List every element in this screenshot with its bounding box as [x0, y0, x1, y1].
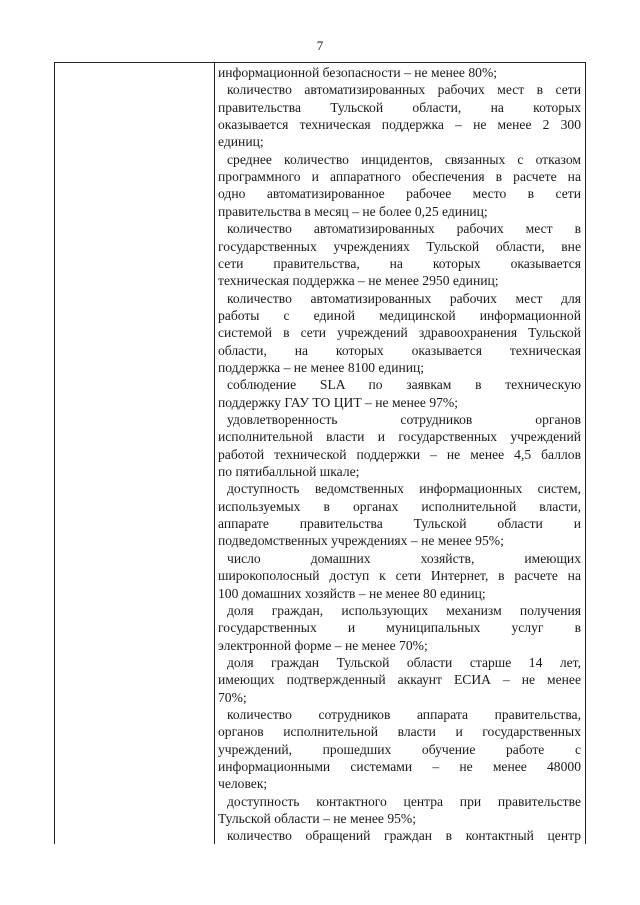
text-line: работы с единой медицинской информационной — [218, 307, 581, 323]
text-line: соблюдение SLA по заявкам в техническую — [227, 377, 581, 393]
text-line: оказывается техническая поддержка – не менее 2 300 — [218, 117, 581, 133]
text-line: Тульской области – не менее 95%; — [218, 811, 417, 827]
text-line: правительства в месяц – не более 0,25 единиц; — [218, 203, 488, 219]
table-left-column — [55, 63, 215, 844]
text-line: работой технической поддержки – не менее 4,5 баллов — [218, 446, 581, 462]
text-line: сети правительства, на которых оказывается — [218, 255, 581, 271]
text-line: области, на которых оказывается техническая — [218, 342, 581, 358]
text-line: удовлетворенность сотрудников органов — [227, 412, 581, 427]
text-line: одно автоматизированное рабочее место в сети — [218, 186, 581, 202]
text-line: доля граждан Тульской области старше 14 лет, — [227, 654, 581, 670]
text-line: информационной безопасности – не менее 80%; — [218, 65, 498, 80]
text-line: поддержка – не менее 8100 единиц; — [218, 359, 425, 375]
text-line: электронной форме – не менее 70%; — [218, 637, 428, 653]
text-line: 100 домашних хозяйств – не менее 80 единиц; — [218, 585, 486, 601]
table-right-column — [215, 63, 585, 844]
text-line: число домашних хозяйств, имеющих — [227, 550, 581, 566]
text-line: доступность ведомственных информационных систем, — [227, 481, 581, 497]
text-line: единиц; — [218, 134, 264, 150]
text-line: количество автоматизированных рабочих мест для — [227, 290, 581, 306]
text-line: широкополосный доступ к сети Интернет, в расчете на — [218, 568, 581, 584]
text-line: учреждений, прошедших обучение работе с — [218, 741, 581, 757]
page-number: 7 — [316, 38, 324, 53]
text-line: количество обращений граждан в контактный центр — [227, 828, 581, 844]
text-line: имеющих подтвержденный аккаунт ЕСИА – не менее — [218, 672, 581, 688]
text-line: доступность контактного центра при правительстве — [227, 793, 581, 809]
text-line: количество сотрудников аппарата правительства, — [227, 706, 581, 722]
text-line: человек; — [218, 776, 268, 792]
text-line: органов исполнительной власти и государственных — [218, 724, 581, 740]
text-line: исполнительной власти и государственных учреждений — [218, 429, 581, 445]
text-line: программного и аппаратного обеспечения в расчете на — [218, 169, 581, 185]
text-line: 70%; — [218, 689, 247, 705]
text-line: по пятибалльной шкале; — [218, 464, 360, 480]
text-line: количество автоматизированных рабочих мест в сети — [227, 82, 581, 98]
text-line: государственных учреждениях Тульской области, вне — [218, 238, 581, 254]
text-line: доля граждан, использующих механизм получения — [227, 602, 581, 618]
text-line: количество автоматизированных рабочих мест в — [227, 221, 581, 237]
text-line: правительства Тульской области, на которых — [218, 99, 581, 115]
text-line: техническая поддержка – не менее 2950 единиц; — [218, 273, 499, 289]
text-line: информационными системами – не менее 48000 — [218, 759, 581, 774]
text-line: среднее количество инцидентов, связанных с отказом — [227, 151, 581, 167]
text-line: государственных и муниципальных услуг в — [218, 620, 581, 636]
text-line: подведомственных учреждениях – не менее 95%; — [218, 533, 504, 549]
text-line: поддержку ГАУ ТО ЦИТ – не менее 97%; — [218, 394, 459, 410]
text-line: системой в сети учреждений здравоохранения Тульской — [218, 325, 581, 341]
text-line: аппарате правительства Тульской области и — [218, 516, 581, 532]
text-line: используемых в органах исполнительной власти, — [218, 498, 581, 514]
indicators-table — [54, 62, 586, 844]
